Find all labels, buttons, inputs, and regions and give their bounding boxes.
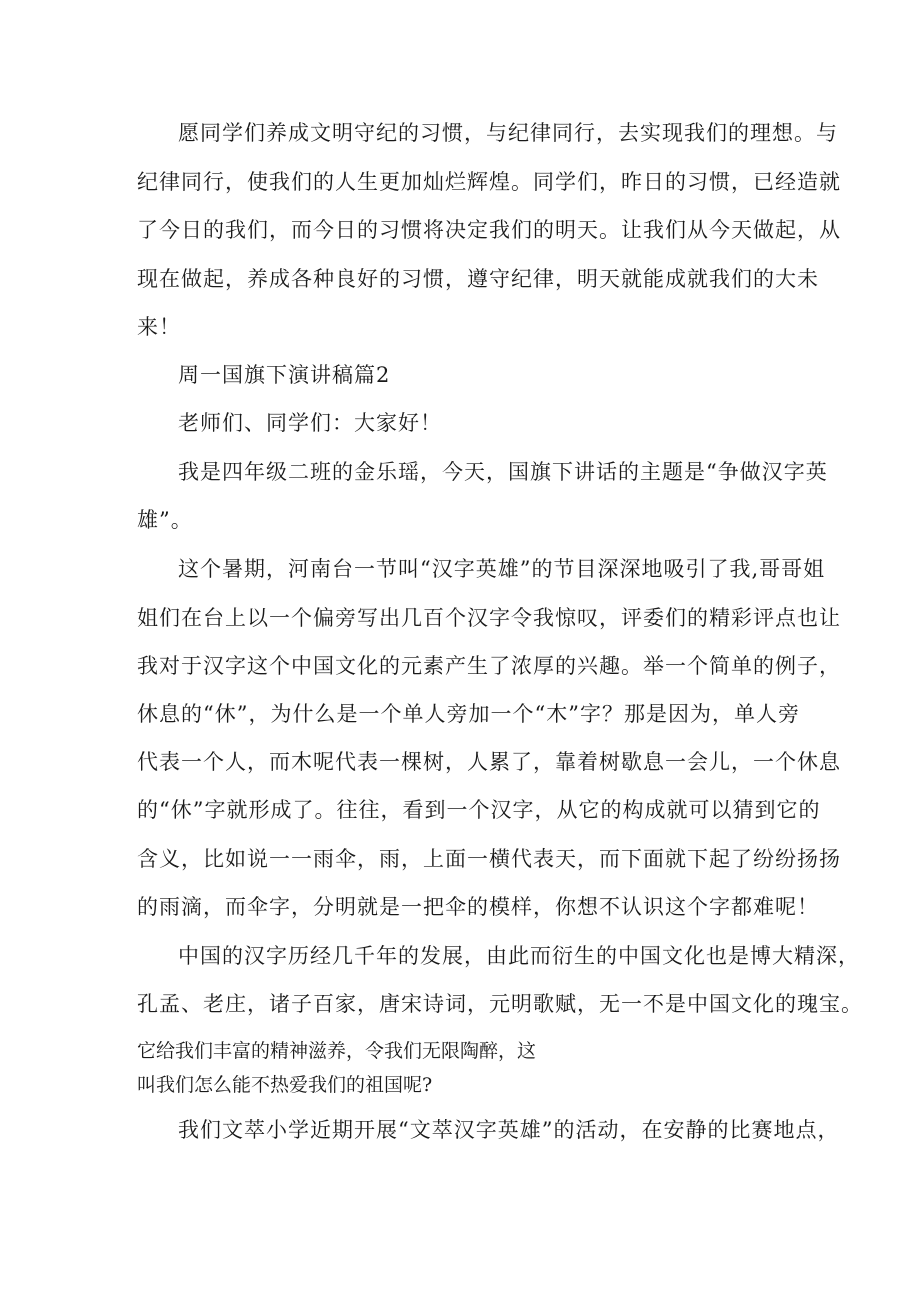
paragraph-line: 了今日的我们，而今日的习惯将决定我们的明天。让我们从今天做起，从: [137, 218, 841, 242]
paragraph-line: 这个暑期，河南台一节叫“汉字英雄”的节目深深地吸引了我,哥哥姐: [178, 557, 826, 581]
paragraph-line: 休息的“休”，为什么是一个单人旁加一个“木”字？那是因为，单人旁: [137, 702, 800, 726]
paragraph-line: 的雨滴，而伞字，分明就是一把伞的模样，你想不认识这个字都难呢！: [137, 895, 819, 919]
paragraph-line: 来！: [137, 315, 181, 339]
section-heading: 周一国旗下演讲稿篇2: [178, 363, 391, 387]
paragraph-line: 愿同学们养成文明守纪的习惯，与纪律同行，去实现我们的理想。与: [178, 121, 838, 145]
paragraph-line: 我们文萃小学近期开展“文萃汉字英雄”的活动，在安静的比赛地点，: [178, 1118, 840, 1142]
paragraph-line: 现在做起，养成各种良好的习惯，遵守纪律，明天就能成就我们的大未: [137, 267, 819, 291]
paragraph-line: 孔孟、老庄，诸子百家，唐宋诗词，元明歌赋，无一不是中国文化的瑰宝。: [137, 992, 863, 1016]
paragraph-line: 中国的汉字历经几千年的发展，由此而衍生的中国文化也是博大精深，: [178, 944, 860, 968]
paragraph-line: 含义，比如说一一雨伞，雨，上面一横代表天，而下面就下起了纷纷扬扬: [137, 847, 841, 871]
paragraph-line: 雄”。: [137, 508, 193, 532]
paragraph-line: 叫我们怎么能不热爱我们的祖国呢?: [137, 1074, 433, 1096]
paragraph-line: 它给我们丰富的精神滋养，令我们无限陶醉，这: [137, 1040, 537, 1062]
paragraph-line: 我对于汉字这个中国文化的元素产生了浓厚的兴趣。举一个简单的例子，: [137, 654, 841, 678]
paragraph-line: 代表一个人，而木呢代表一棵树，人累了，靠着树歇息一会儿，一个休息: [137, 750, 841, 774]
greeting-line: 老师们、同学们：大家好！: [178, 411, 442, 435]
paragraph-line: 姐们在台上以一个偏旁写出几百个汉字令我惊叹，评委们的精彩评点也让: [137, 606, 841, 630]
paragraph-line: 我是四年级二班的金乐瑶，今天，国旗下讲话的主题是“争做汉字英: [178, 460, 828, 484]
paragraph-line: 的“休”字就形成了。往往，看到一个汉字，从它的构成就可以猜到它的: [137, 798, 821, 822]
paragraph-line: 纪律同行，使我们的人生更加灿烂辉煌。同学们，昨日的习惯，已经造就: [137, 170, 841, 194]
